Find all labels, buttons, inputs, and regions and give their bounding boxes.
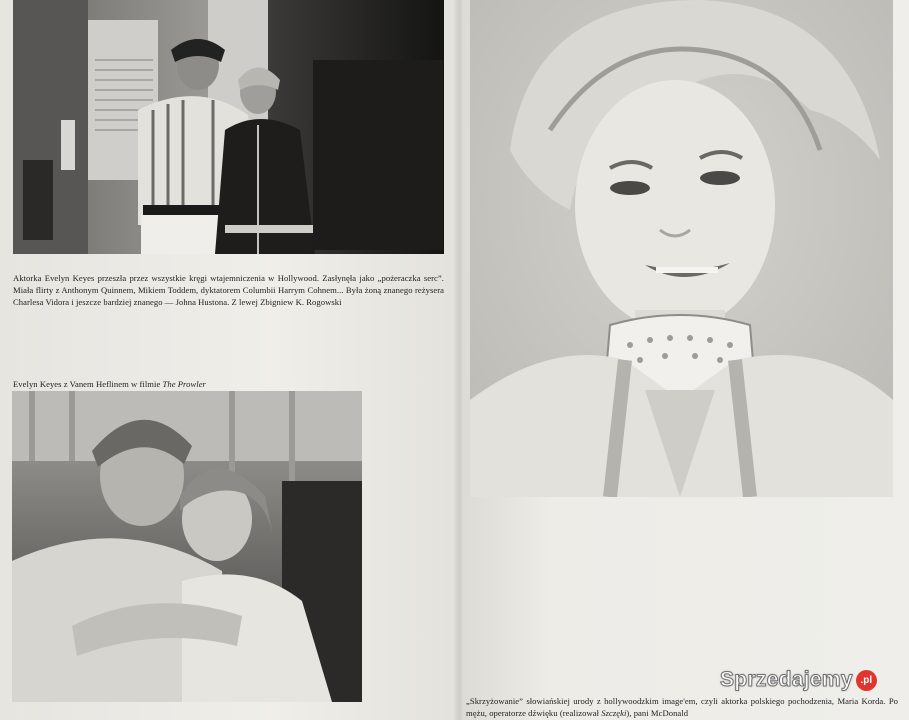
caption-portrait-title: Szczęki: [601, 708, 627, 718]
photo-couple-interior: [13, 0, 444, 254]
watermark-badge: .pl: [856, 670, 877, 691]
photo-portrait-maria-korda: [470, 0, 893, 497]
watermark-text: Sprzedajemy: [720, 668, 853, 691]
photo-film-still: [12, 391, 362, 702]
caption-top-photo: Aktorka Evelyn Keyes przeszła przez wszystkie kręgi wtajemniczenia w Hollywood. Zasłynęła jako „pożeraczka serc”. Miała flirty z Anthonym Quinnem, Mikiem Toddem, dyktatorem Columbii Harrym Cohnem... Była żoną znanego reżysera Charlesa Vidora i jeszcze bardziej znanego — Johna Hustona. Z lewej Zbigniew K. Rogowski: [13, 272, 444, 308]
caption-film-prefix: Evelyn Keyes z Vanem Heflinem w filmie: [13, 378, 163, 389]
caption-film-still: [13, 378, 313, 390]
caption-portrait-part2: ), pani McDonald: [626, 708, 689, 718]
caption-portrait: [466, 695, 898, 720]
caption-portrait-part1: „Skrzyżowanie” słowiańskiej urody z hollywoodzkim image'em, czyli aktorka polskiego pochodzenia, Maria Korda. Po mężu, operatorze dźwięku (realizował: [466, 695, 898, 718]
watermark-logo: [720, 667, 877, 693]
caption-film-title: The Prowler: [162, 378, 206, 389]
